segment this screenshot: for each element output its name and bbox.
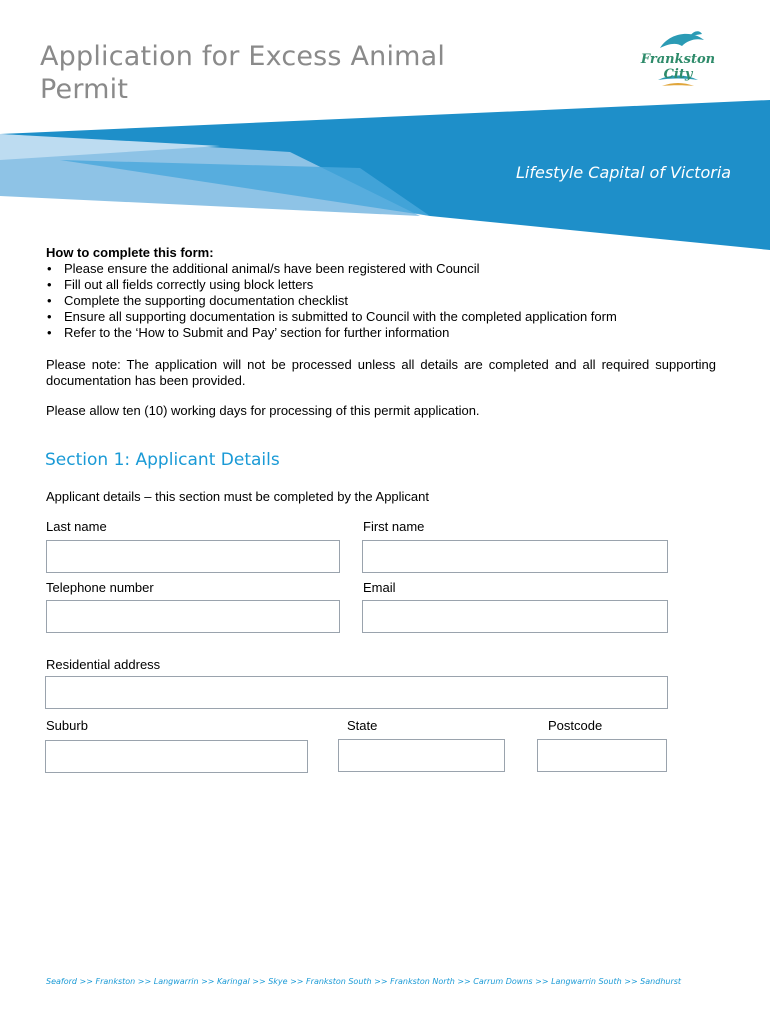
address-label: Residential address xyxy=(46,657,161,672)
instruction-item: • Fill out all fields correctly using block letters xyxy=(46,277,726,293)
telephone-label: Telephone number xyxy=(46,580,154,595)
instruction-item: • Complete the supporting documentation checklist xyxy=(46,293,726,309)
email-label: Email xyxy=(363,580,396,595)
section-1-intro: Applicant details – this section must be completed by the Applicant xyxy=(46,489,429,504)
instructions-heading: How to complete this form: xyxy=(46,245,214,260)
logo-wordmark: Frankston City xyxy=(640,52,716,82)
instructions xyxy=(46,245,726,341)
last-name-label: Last name xyxy=(46,519,107,534)
first-name-label: First name xyxy=(363,519,425,534)
instruction-item: • Please ensure the additional animal/s have been registered with Council xyxy=(46,261,726,277)
state-field[interactable] xyxy=(338,739,505,772)
frankston-city-logo xyxy=(630,28,726,98)
document-title: Application for Excess Animal Permit xyxy=(40,41,446,105)
suburb-label: Suburb xyxy=(46,718,88,733)
processing-time-text: Please allow ten (10) working days for processing of this permit application. xyxy=(46,403,480,418)
postcode-label: Postcode xyxy=(548,718,603,733)
instruction-item: • Refer to the ‘How to Submit and Pay’ section for further information xyxy=(46,325,726,341)
telephone-field[interactable] xyxy=(46,600,340,633)
section-1-heading: Section 1: Applicant Details xyxy=(45,450,280,470)
footer-suburbs: Seaford >> Frankston >> Langwarrin >> Karingal >> Skye >> Frankston South >> Frankston North >> Carrum Downs >> Langwarrin South >> Sandhurst xyxy=(46,977,682,986)
suburb-field[interactable] xyxy=(45,740,308,773)
tagline: Lifestyle Capital of Victoria xyxy=(516,163,732,182)
address-field[interactable] xyxy=(45,676,668,709)
postcode-field[interactable] xyxy=(537,739,667,772)
first-name-field[interactable] xyxy=(362,540,668,573)
state-label: State xyxy=(347,718,378,733)
email-field[interactable] xyxy=(362,600,668,633)
instruction-item: • Ensure all supporting documentation is submitted to Council with the completed application form xyxy=(46,309,726,325)
last-name-field[interactable] xyxy=(46,540,340,573)
instructions-list xyxy=(46,261,726,341)
please-note-text: Please note: The application will not be processed unless all details are completed and all required supporting documentation has been provided. xyxy=(46,357,716,388)
